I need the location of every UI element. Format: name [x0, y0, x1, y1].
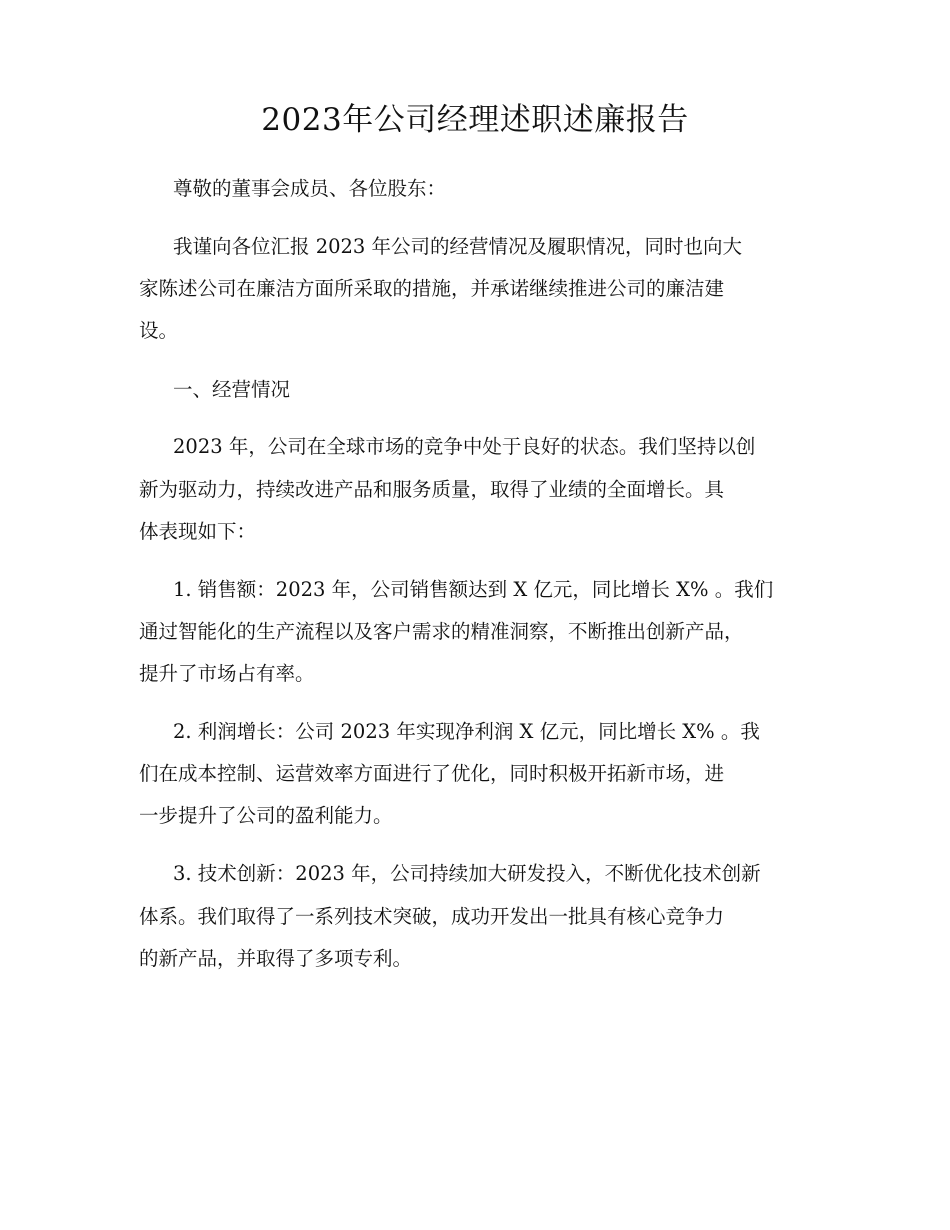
list-item-line: 通过智能化的生产流程以及客户需求的精准洞察，不断推出创新产品， — [139, 620, 744, 643]
salutation: 尊敬的董事会成员、各位股东： — [173, 177, 447, 200]
list-item-line: 一步提升了公司的盈利能力。 — [139, 804, 393, 827]
paragraph-line: 设。 — [139, 319, 179, 342]
paragraph-line: 新为驱动力，持续改进产品和服务质量，取得了业绩的全面增长。具 — [139, 478, 725, 501]
list-item-line: 2. 利润增长：公司 2023 年实现净利润 X 亿元，同比增长 X% 。我 — [173, 720, 760, 743]
document-title: 2023年公司经理述职述廉报告 — [261, 102, 689, 138]
section-heading: 一、经营情况 — [173, 378, 291, 401]
paragraph-line: 体表现如下： — [139, 520, 257, 543]
list-item-line: 1. 销售额：2023 年，公司销售额达到 X 亿元，同比增长 X% 。我们 — [173, 578, 774, 601]
list-item-line: 的新产品，并取得了多项专利。 — [139, 947, 413, 970]
list-item-line: 3. 技术创新：2023 年，公司持续加大研发投入，不断优化技术创新 — [173, 862, 761, 885]
paragraph-line: 家陈述公司在廉洁方面所采取的措施，并承诺继续推进公司的廉洁建 — [139, 277, 725, 300]
list-item-line: 们在成本控制、运营效率方面进行了优化，同时积极开拓新市场，进 — [139, 762, 725, 785]
list-item-line: 体系。我们取得了一系列技术突破，成功开发出一批具有核心竞争力 — [139, 905, 725, 928]
list-item-line: 提升了市场占有率。 — [139, 662, 315, 685]
paragraph-line: 我谨向各位汇报 2023 年公司的经营情况及履职情况，同时也向大 — [173, 235, 743, 258]
paragraph-line: 2023 年，公司在全球市场的竞争中处于良好的状态。我们坚持以创 — [173, 435, 756, 458]
